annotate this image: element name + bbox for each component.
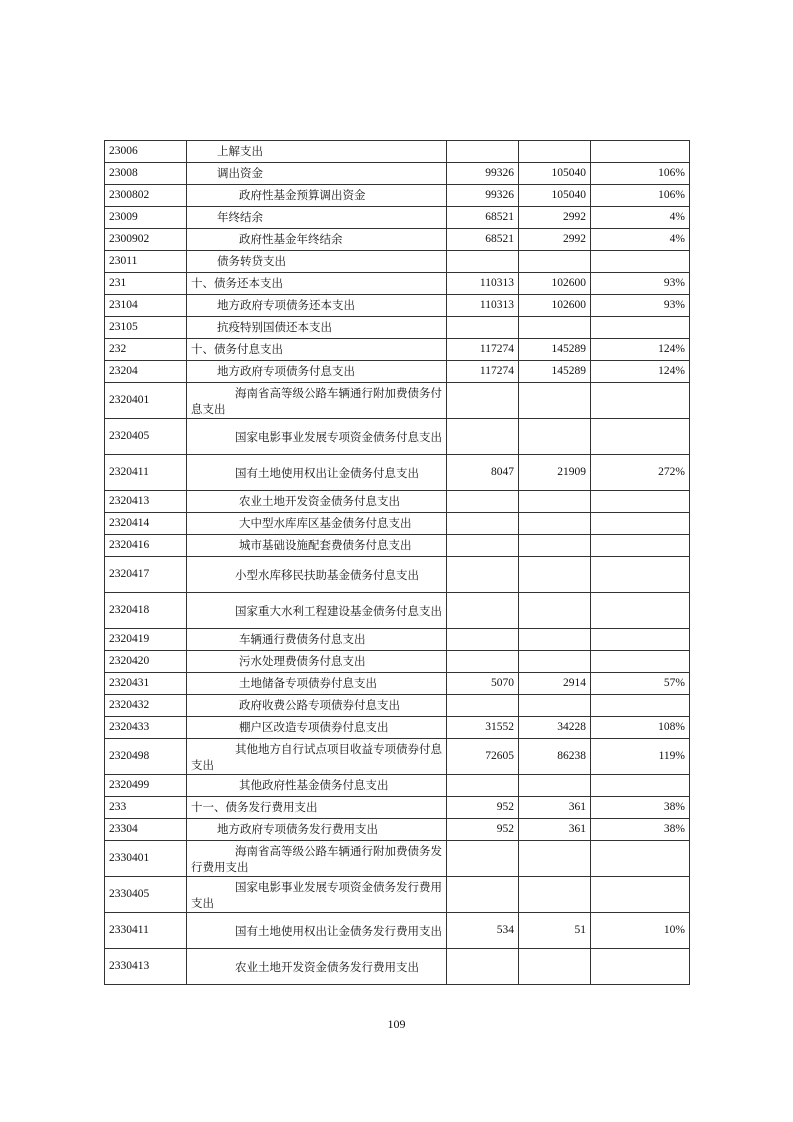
budget-value bbox=[447, 841, 519, 877]
subject-code: 2320433 bbox=[105, 717, 187, 739]
budget-value bbox=[447, 491, 519, 513]
completion-percent: 272% bbox=[591, 455, 690, 491]
subject-name-cell bbox=[187, 717, 447, 739]
subject-code: 23105 bbox=[105, 317, 187, 339]
completion-percent bbox=[591, 593, 690, 629]
actual-value bbox=[519, 877, 591, 913]
completion-percent: 119% bbox=[591, 739, 690, 775]
budget-value: 534 bbox=[447, 913, 519, 949]
budget-table-body bbox=[105, 141, 690, 985]
completion-percent: 4% bbox=[591, 207, 690, 229]
actual-value bbox=[519, 141, 591, 163]
subject-name-cell bbox=[187, 775, 447, 797]
table-row bbox=[105, 491, 690, 513]
budget-value bbox=[447, 419, 519, 455]
table-row bbox=[105, 841, 690, 877]
subject-name-cell bbox=[187, 419, 447, 455]
table-row bbox=[105, 141, 690, 163]
subject-name-cell bbox=[187, 207, 447, 229]
subject-name: 上解支出 bbox=[217, 144, 263, 158]
subject-name: 农业土地开发资金债务付息支出 bbox=[239, 494, 400, 508]
budget-value: 68521 bbox=[447, 229, 519, 251]
budget-value bbox=[447, 535, 519, 557]
actual-value: 21909 bbox=[519, 455, 591, 491]
budget-value bbox=[447, 513, 519, 535]
subject-name-cell bbox=[187, 797, 447, 819]
actual-value bbox=[519, 629, 591, 651]
actual-value: 105040 bbox=[519, 185, 591, 207]
completion-percent: 38% bbox=[591, 797, 690, 819]
subject-code: 2320417 bbox=[105, 557, 187, 593]
budget-value: 31552 bbox=[447, 717, 519, 739]
completion-percent bbox=[591, 557, 690, 593]
subject-name: 调出资金 bbox=[217, 166, 263, 180]
subject-code: 2320414 bbox=[105, 513, 187, 535]
subject-name: 海南省高等级公路车辆通行附加费债务发行费用支出 bbox=[191, 843, 442, 874]
table-row bbox=[105, 273, 690, 295]
subject-name: 农业土地开发资金债务发行费用支出 bbox=[235, 959, 419, 974]
subject-name-cell bbox=[187, 673, 447, 695]
subject-code: 23011 bbox=[105, 251, 187, 273]
subject-code: 2320498 bbox=[105, 739, 187, 775]
table-row bbox=[105, 913, 690, 949]
budget-value: 117274 bbox=[447, 339, 519, 361]
budget-value: 110313 bbox=[447, 273, 519, 295]
subject-name: 车辆通行费债务付息支出 bbox=[239, 632, 366, 646]
subject-name: 债务转贷支出 bbox=[217, 254, 286, 268]
budget-value bbox=[447, 877, 519, 913]
subject-name-cell bbox=[187, 455, 447, 491]
subject-code: 2330401 bbox=[105, 841, 187, 877]
actual-value bbox=[519, 593, 591, 629]
actual-value: 51 bbox=[519, 913, 591, 949]
subject-code: 2330405 bbox=[105, 877, 187, 913]
subject-code: 232 bbox=[105, 339, 187, 361]
actual-value: 105040 bbox=[519, 163, 591, 185]
completion-percent bbox=[591, 841, 690, 877]
budget-table bbox=[104, 140, 690, 985]
budget-value bbox=[447, 383, 519, 419]
table-row bbox=[105, 593, 690, 629]
completion-percent: 4% bbox=[591, 229, 690, 251]
table-row bbox=[105, 775, 690, 797]
budget-value bbox=[447, 557, 519, 593]
subject-name-cell bbox=[187, 695, 447, 717]
subject-name-cell bbox=[187, 273, 447, 295]
actual-value: 145289 bbox=[519, 361, 591, 383]
subject-name-cell bbox=[187, 185, 447, 207]
actual-value bbox=[519, 535, 591, 557]
completion-percent bbox=[591, 317, 690, 339]
table-row bbox=[105, 819, 690, 841]
actual-value: 361 bbox=[519, 819, 591, 841]
subject-name-cell bbox=[187, 651, 447, 673]
budget-value: 117274 bbox=[447, 361, 519, 383]
subject-code: 2320419 bbox=[105, 629, 187, 651]
subject-name: 年终结余 bbox=[217, 210, 263, 224]
subject-name: 十、债务付息支出 bbox=[191, 342, 283, 356]
actual-value: 86238 bbox=[519, 739, 591, 775]
subject-name-cell bbox=[187, 513, 447, 535]
budget-value: 952 bbox=[447, 819, 519, 841]
completion-percent bbox=[591, 383, 690, 419]
subject-name: 抗疫特别国债还本支出 bbox=[217, 320, 332, 334]
subject-code: 23304 bbox=[105, 819, 187, 841]
actual-value: 2992 bbox=[519, 207, 591, 229]
completion-percent: 108% bbox=[591, 717, 690, 739]
subject-name-cell bbox=[187, 317, 447, 339]
table-row bbox=[105, 207, 690, 229]
actual-value bbox=[519, 491, 591, 513]
subject-name: 地方政府专项债务付息支出 bbox=[217, 364, 355, 378]
subject-name: 政府性基金预算调出资金 bbox=[239, 188, 366, 202]
subject-name-cell bbox=[187, 949, 447, 985]
table-row bbox=[105, 877, 690, 913]
budget-value: 99326 bbox=[447, 163, 519, 185]
actual-value: 102600 bbox=[519, 273, 591, 295]
subject-name-cell bbox=[187, 491, 447, 513]
subject-name: 国有土地使用权出让金债务发行费用支出 bbox=[235, 923, 442, 938]
subject-name-cell bbox=[187, 535, 447, 557]
subject-name: 小型水库移民扶助基金债务付息支出 bbox=[235, 567, 419, 582]
subject-code: 2320405 bbox=[105, 419, 187, 455]
actual-value: 34228 bbox=[519, 717, 591, 739]
completion-percent: 106% bbox=[591, 163, 690, 185]
completion-percent: 106% bbox=[591, 185, 690, 207]
subject-code: 23104 bbox=[105, 295, 187, 317]
subject-name-cell bbox=[187, 295, 447, 317]
completion-percent bbox=[591, 535, 690, 557]
subject-code: 2320413 bbox=[105, 491, 187, 513]
completion-percent bbox=[591, 651, 690, 673]
subject-code: 2330413 bbox=[105, 949, 187, 985]
subject-name: 国家电影事业发展专项资金债务付息支出 bbox=[235, 429, 442, 444]
subject-code: 2320431 bbox=[105, 673, 187, 695]
completion-percent bbox=[591, 251, 690, 273]
subject-name-cell bbox=[187, 557, 447, 593]
subject-name: 大中型水库库区基金债务付息支出 bbox=[239, 516, 412, 530]
subject-code: 2320418 bbox=[105, 593, 187, 629]
subject-name: 土地储备专项债券付息支出 bbox=[239, 676, 377, 690]
page-number: 109 bbox=[387, 1017, 406, 1031]
table-row bbox=[105, 251, 690, 273]
budget-value bbox=[447, 949, 519, 985]
subject-code: 233 bbox=[105, 797, 187, 819]
completion-percent: 93% bbox=[591, 273, 690, 295]
subject-name: 政府收费公路专项债券付息支出 bbox=[239, 698, 400, 712]
completion-percent bbox=[591, 629, 690, 651]
subject-code: 2300902 bbox=[105, 229, 187, 251]
budget-value: 8047 bbox=[447, 455, 519, 491]
table-row bbox=[105, 339, 690, 361]
actual-value: 145289 bbox=[519, 339, 591, 361]
budget-value bbox=[447, 775, 519, 797]
table-row bbox=[105, 651, 690, 673]
budget-value bbox=[447, 317, 519, 339]
subject-name-cell bbox=[187, 819, 447, 841]
completion-percent bbox=[591, 775, 690, 797]
subject-name-cell bbox=[187, 841, 447, 877]
subject-code: 2320416 bbox=[105, 535, 187, 557]
actual-value bbox=[519, 317, 591, 339]
subject-code: 2320401 bbox=[105, 383, 187, 419]
completion-percent bbox=[591, 491, 690, 513]
budget-value: 110313 bbox=[447, 295, 519, 317]
table-row bbox=[105, 185, 690, 207]
completion-percent bbox=[591, 513, 690, 535]
subject-name-cell bbox=[187, 739, 447, 775]
subject-code: 2320499 bbox=[105, 775, 187, 797]
subject-name-cell bbox=[187, 593, 447, 629]
budget-value: 5070 bbox=[447, 673, 519, 695]
subject-code: 2300802 bbox=[105, 185, 187, 207]
table-row bbox=[105, 673, 690, 695]
subject-name: 十、债务还本支出 bbox=[191, 276, 283, 290]
subject-name-cell bbox=[187, 339, 447, 361]
subject-name-cell bbox=[187, 877, 447, 913]
table-row bbox=[105, 535, 690, 557]
table-row bbox=[105, 739, 690, 775]
budget-value bbox=[447, 593, 519, 629]
budget-value: 72605 bbox=[447, 739, 519, 775]
table-row bbox=[105, 295, 690, 317]
actual-value bbox=[519, 383, 591, 419]
actual-value: 102600 bbox=[519, 295, 591, 317]
subject-name-cell bbox=[187, 251, 447, 273]
budget-value bbox=[447, 629, 519, 651]
completion-percent bbox=[591, 419, 690, 455]
subject-name: 城市基础设施配套费债务付息支出 bbox=[239, 538, 412, 552]
subject-name: 污水处理费债务付息支出 bbox=[239, 654, 366, 668]
subject-name: 政府性基金年终结余 bbox=[239, 232, 343, 246]
completion-percent: 57% bbox=[591, 673, 690, 695]
actual-value bbox=[519, 651, 591, 673]
budget-value: 952 bbox=[447, 797, 519, 819]
subject-code: 23006 bbox=[105, 141, 187, 163]
actual-value: 2992 bbox=[519, 229, 591, 251]
subject-code: 2320420 bbox=[105, 651, 187, 673]
subject-name-cell bbox=[187, 163, 447, 185]
subject-name: 十一、债务发行费用支出 bbox=[191, 800, 318, 814]
subject-name: 地方政府专项债务还本支出 bbox=[217, 298, 355, 312]
subject-name-cell bbox=[187, 913, 447, 949]
table-row bbox=[105, 361, 690, 383]
actual-value: 2914 bbox=[519, 673, 591, 695]
completion-percent: 38% bbox=[591, 819, 690, 841]
actual-value bbox=[519, 419, 591, 455]
subject-code: 2320411 bbox=[105, 455, 187, 491]
table-row bbox=[105, 629, 690, 651]
subject-code: 23008 bbox=[105, 163, 187, 185]
table-row bbox=[105, 513, 690, 535]
actual-value: 361 bbox=[519, 797, 591, 819]
completion-percent: 124% bbox=[591, 339, 690, 361]
actual-value bbox=[519, 775, 591, 797]
subject-name-cell bbox=[187, 629, 447, 651]
actual-value bbox=[519, 513, 591, 535]
table-row bbox=[105, 229, 690, 251]
actual-value bbox=[519, 251, 591, 273]
table-row bbox=[105, 419, 690, 455]
table-row bbox=[105, 797, 690, 819]
table-row bbox=[105, 717, 690, 739]
subject-name: 其他政府性基金债务付息支出 bbox=[239, 778, 389, 792]
table-row bbox=[105, 317, 690, 339]
subject-code: 2320432 bbox=[105, 695, 187, 717]
budget-value bbox=[447, 141, 519, 163]
subject-code: 231 bbox=[105, 273, 187, 295]
completion-percent bbox=[591, 141, 690, 163]
subject-name: 国家重大水利工程建设基金债务付息支出 bbox=[235, 603, 442, 618]
subject-name-cell bbox=[187, 361, 447, 383]
subject-name: 海南省高等级公路车辆通行附加费债务付息支出 bbox=[191, 385, 442, 416]
completion-percent: 10% bbox=[591, 913, 690, 949]
subject-name-cell bbox=[187, 383, 447, 419]
completion-percent: 124% bbox=[591, 361, 690, 383]
subject-name: 地方政府专项债务发行费用支出 bbox=[217, 822, 378, 836]
completion-percent bbox=[591, 949, 690, 985]
subject-code: 2330411 bbox=[105, 913, 187, 949]
budget-value bbox=[447, 251, 519, 273]
subject-name: 棚户区改造专项债券付息支出 bbox=[239, 720, 389, 734]
completion-percent: 93% bbox=[591, 295, 690, 317]
table-row bbox=[105, 163, 690, 185]
budget-value bbox=[447, 651, 519, 673]
table-row bbox=[105, 695, 690, 717]
actual-value bbox=[519, 695, 591, 717]
subject-name: 其他地方自行试点项目收益专项债券付息支出 bbox=[191, 741, 442, 772]
subject-code: 23204 bbox=[105, 361, 187, 383]
table-row bbox=[105, 383, 690, 419]
actual-value bbox=[519, 949, 591, 985]
budget-value bbox=[447, 695, 519, 717]
subject-name: 国家电影事业发展专项资金债务发行费用支出 bbox=[191, 879, 442, 910]
budget-value: 99326 bbox=[447, 185, 519, 207]
subject-name: 国有土地使用权出让金债务付息支出 bbox=[235, 465, 419, 480]
completion-percent bbox=[591, 877, 690, 913]
budget-value: 68521 bbox=[447, 207, 519, 229]
table-row bbox=[105, 949, 690, 985]
actual-value bbox=[519, 557, 591, 593]
actual-value bbox=[519, 841, 591, 877]
table-row bbox=[105, 557, 690, 593]
subject-code: 23009 bbox=[105, 207, 187, 229]
subject-name-cell bbox=[187, 229, 447, 251]
subject-name-cell bbox=[187, 141, 447, 163]
completion-percent bbox=[591, 695, 690, 717]
table-row bbox=[105, 455, 690, 491]
